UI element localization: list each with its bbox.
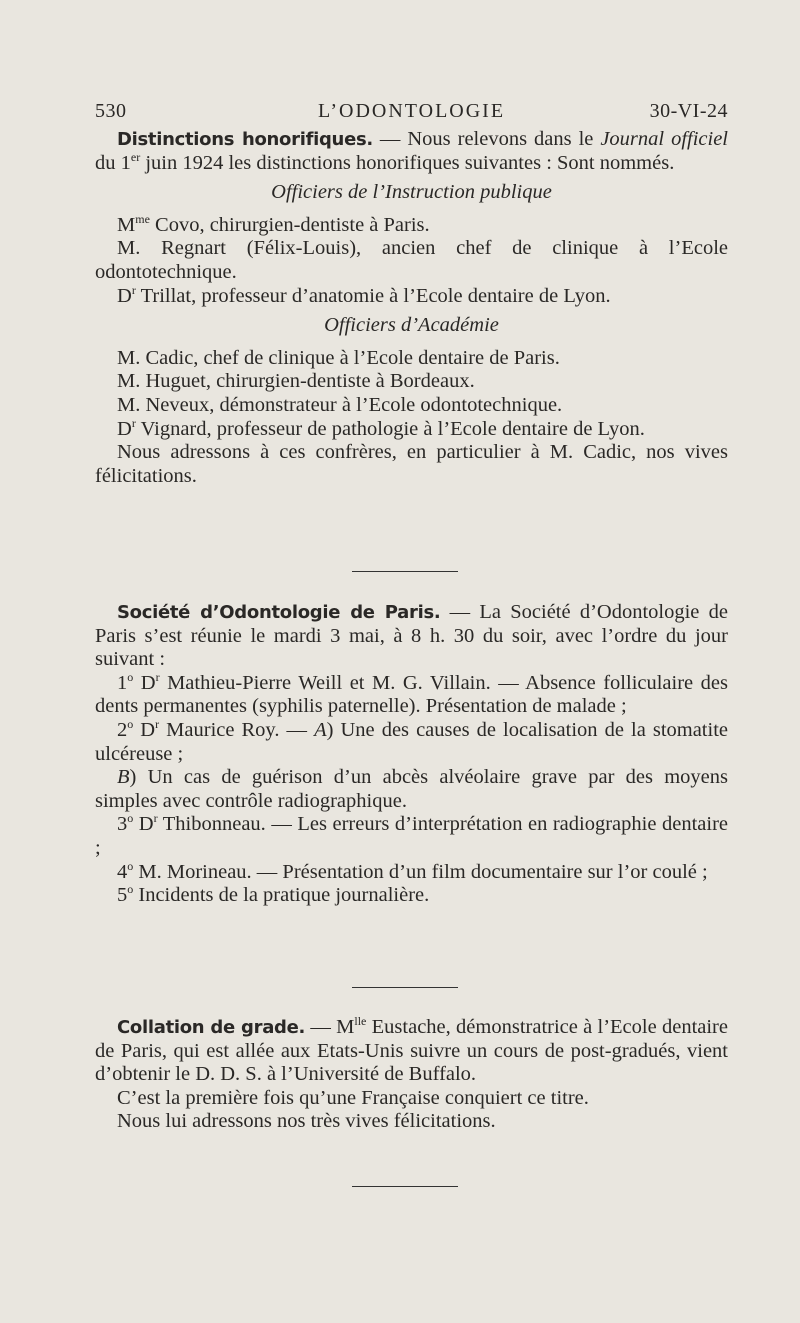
journal-title: L’ODONTOLOGIE: [317, 100, 506, 122]
distinctions-intro: Distinctions honorifiques. — Nous relevons dans le Journal officiel du 1er juin 1924 les distinctions honorifiques suivantes : Sont nommés.: [95, 128, 728, 174]
subheading: Officiers de l’Instruction publique: [271, 181, 552, 204]
section-distinctions: [95, 128, 728, 488]
agenda-item: 1$^o$ $D^r$ Mathieu-Pierre Weill et M. G. Villain. — Absence folliculaire des dents permanentes (syphilis paternelle). Présentation de malade ;: [95, 669, 728, 718]
section-heading: Distinctions honorifiques.: [117, 129, 373, 150]
paragraph: M. Huguet, chirurgien-dentiste à Bordeaux.: [117, 370, 475, 393]
agenda-item: 5$^o$ Incidents de la pratique journalière.: [117, 882, 430, 907]
paragraph: $D^r$ Trillat, professeur d’anatomie à l’Ecole dentaire de Lyon.: [117, 282, 611, 307]
section-collation: [95, 1016, 728, 1134]
paragraph: M. Regnart (Félix-Louis), ancien chef de clinique à l’Ecole odontotechnique.: [95, 237, 728, 283]
section-societe: [95, 601, 728, 908]
subheading: Officiers d’Académie: [324, 314, 499, 337]
section-divider: [352, 1186, 458, 1187]
section-heading: Collation de grade.: [117, 1017, 306, 1038]
journal-officiel: Journal officiel: [600, 128, 728, 150]
collation-intro: Collation de grade. — $M^{lle}$ Eustache, démonstratrice à l’Ecole dentaire de Paris, qui est allée aux Etats-Unis suivre un cours de post-gradués, vient d’obtenir le D. D. S. à l’Université de Buffalo.: [95, 1014, 728, 1086]
paragraph: C’est la première fois qu’une Française conquiert ce titre.: [117, 1086, 589, 1109]
paragraph: M. Neveux, démonstrateur à l’Ecole odontotechnique.: [117, 393, 563, 416]
agenda-item: B) Un cas de guérison d’un abcès alvéolaire grave par des moyens simples avec contrôle radiographique.: [95, 766, 728, 812]
section-divider: [352, 987, 458, 988]
section-heading: Société d’Odontologie de Paris.: [117, 602, 441, 623]
agenda-item: 3$^o$ $D^r$ Thibonneau. — Les erreurs d’interprétation en radiographie dentaire ;: [95, 811, 728, 859]
section-divider: [352, 571, 458, 572]
agenda-item: 4$^o$ M. Morineau. — Présentation d’un film documentaire sur l’or coulé ;: [117, 858, 708, 883]
societe-intro: Société d’Odontologie de Paris. — La Société d’Odontologie de Paris s’est réunie le mardi 3 mai, à 8 h. 30 du soir, avec l’ordre du jour suivant :: [95, 601, 728, 671]
agenda-item: 2$^o$ $D^r$ Maurice Roy. — A) Une des causes de localisation de la stomatite ulcéreuse ;: [95, 717, 728, 765]
paragraph: $D^r$ Vignard, professeur de pathologie à l’Ecole dentaire de Lyon.: [117, 415, 645, 440]
paragraph: Nous lui adressons nos très vives félicitations.: [117, 1110, 496, 1133]
paragraph: Nous adressons à ces confrères, en particulier à M. Cadic, nos vives félicitations.: [95, 441, 728, 487]
page-number: 530: [95, 100, 127, 122]
paragraph: $M^{me}$ Covo, chirurgien-dentiste à Paris.: [117, 211, 430, 236]
paragraph: M. Cadic, chef de clinique à l’Ecole dentaire de Paris.: [117, 346, 560, 369]
running-head: [95, 100, 728, 124]
issue-date: 30-VI-24: [649, 100, 728, 122]
